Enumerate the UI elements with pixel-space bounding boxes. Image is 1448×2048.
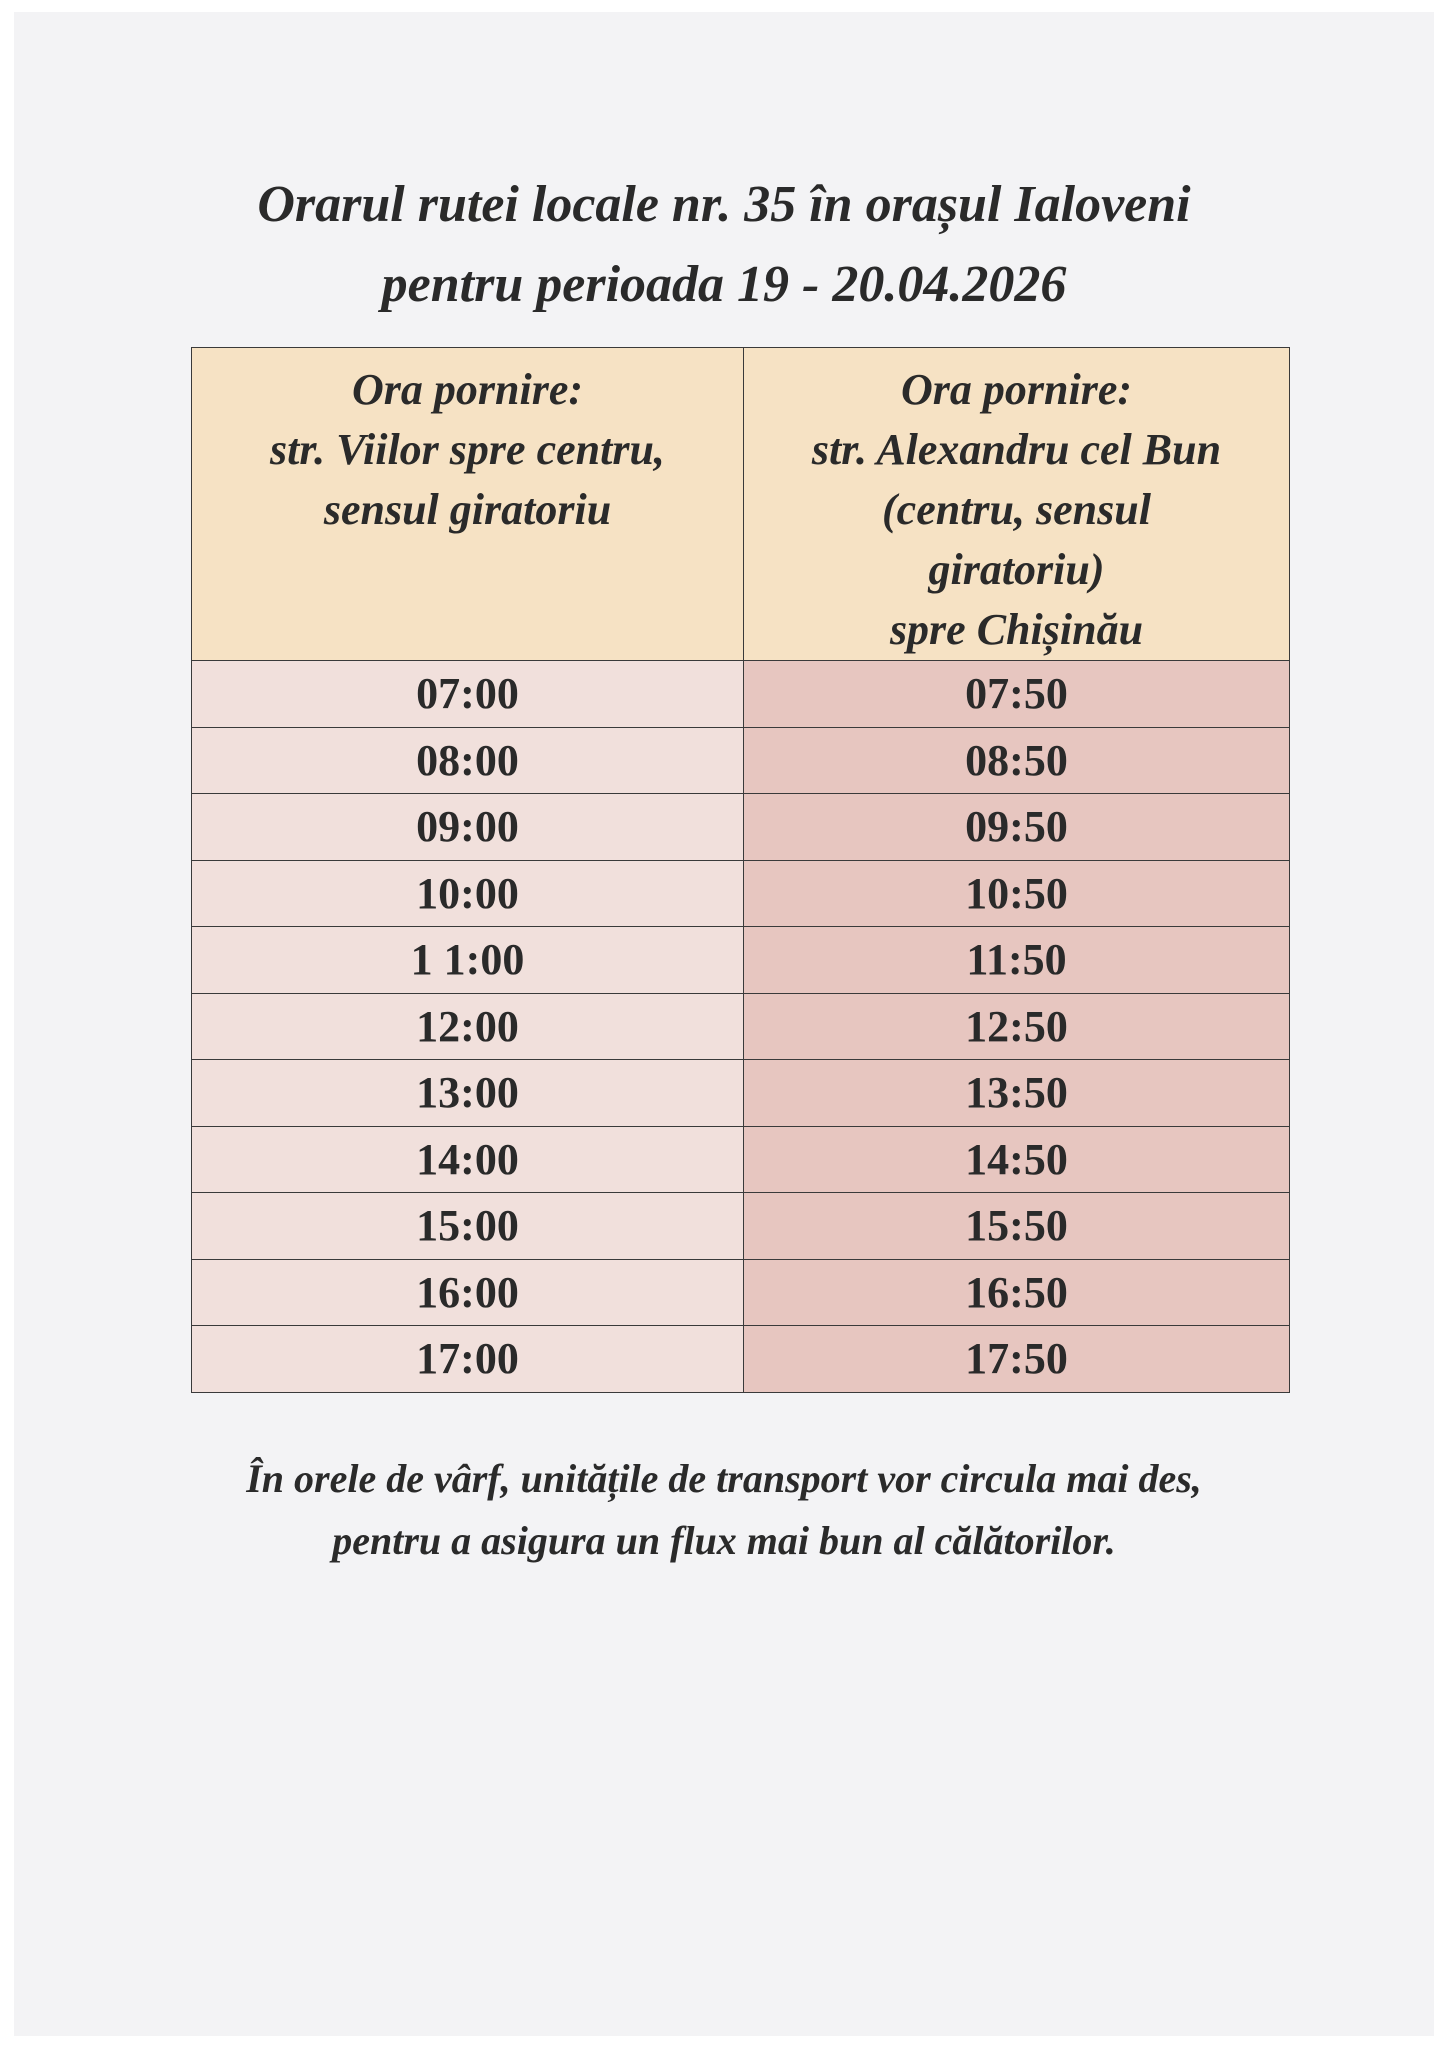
document-title [0,165,1448,325]
table-row [192,661,1290,728]
departure-time-centru: 14:50 [744,1126,1290,1193]
departure-time-viilor: 16:00 [192,1259,744,1326]
departure-time-centru: 12:50 [744,993,1290,1060]
header-text: Ora pornire: [351,365,584,414]
departure-time-viilor: 15:00 [192,1193,744,1260]
departure-time-viilor: 17:00 [192,1326,744,1393]
departure-time-centru: 10:50 [744,860,1290,927]
table-row [192,1193,1290,1260]
title-line-2: pentru perioada 19 - 20.04.2026 [381,256,1067,313]
departure-time-centru: 08:50 [744,727,1290,794]
departure-time-viilor: 10:00 [192,860,744,927]
departure-time-viilor: 12:00 [192,993,744,1060]
header-text: str. Alexandru cel Bun [811,425,1222,474]
departure-time-centru: 17:50 [744,1326,1290,1393]
table-row [192,1259,1290,1326]
table-row [192,1326,1290,1393]
header-row [192,348,1290,661]
departure-time-viilor: 13:00 [192,1060,744,1127]
table-row [192,927,1290,994]
table-row [192,860,1290,927]
header-text: str. Viilor spre centru, [270,425,665,474]
header-text: sensul giratoriu [323,485,612,534]
departure-time-centru: 13:50 [744,1060,1290,1127]
table-row [192,727,1290,794]
header-text: giratoriu) [928,545,1105,594]
header-alexandru-cel-bun [744,348,1290,661]
departure-time-viilor: 08:00 [192,727,744,794]
header-text: Ora pornire: [900,365,1133,414]
table-row [192,993,1290,1060]
departure-time-centru: 15:50 [744,1193,1290,1260]
header-text: spre Chișinău [889,605,1144,654]
footer-line-2: pentru a asigura un flux mai bun al călătorilor. [332,1518,1116,1563]
title-line-1: Orarul rutei locale nr. 35 în orașul Ialoveni [257,176,1191,233]
footer-line-1: În orele de vârf, unitățile de transport vor circula mai des, [246,1456,1202,1501]
schedule-table [191,347,1290,1393]
departure-time-viilor: 1 1:00 [192,927,744,994]
departure-time-viilor: 07:00 [192,661,744,728]
departure-time-centru: 16:50 [744,1259,1290,1326]
table-row [192,794,1290,861]
departure-time-centru: 11:50 [744,927,1290,994]
table-row [192,1126,1290,1193]
table-row [192,1060,1290,1127]
departure-time-centru: 07:50 [744,661,1290,728]
departure-time-centru: 09:50 [744,794,1290,861]
header-viilor [192,348,744,661]
departure-time-viilor: 09:00 [192,794,744,861]
departure-time-viilor: 14:00 [192,1126,744,1193]
header-text: (centru, sensul [882,485,1151,534]
footer-note [0,1448,1448,1572]
